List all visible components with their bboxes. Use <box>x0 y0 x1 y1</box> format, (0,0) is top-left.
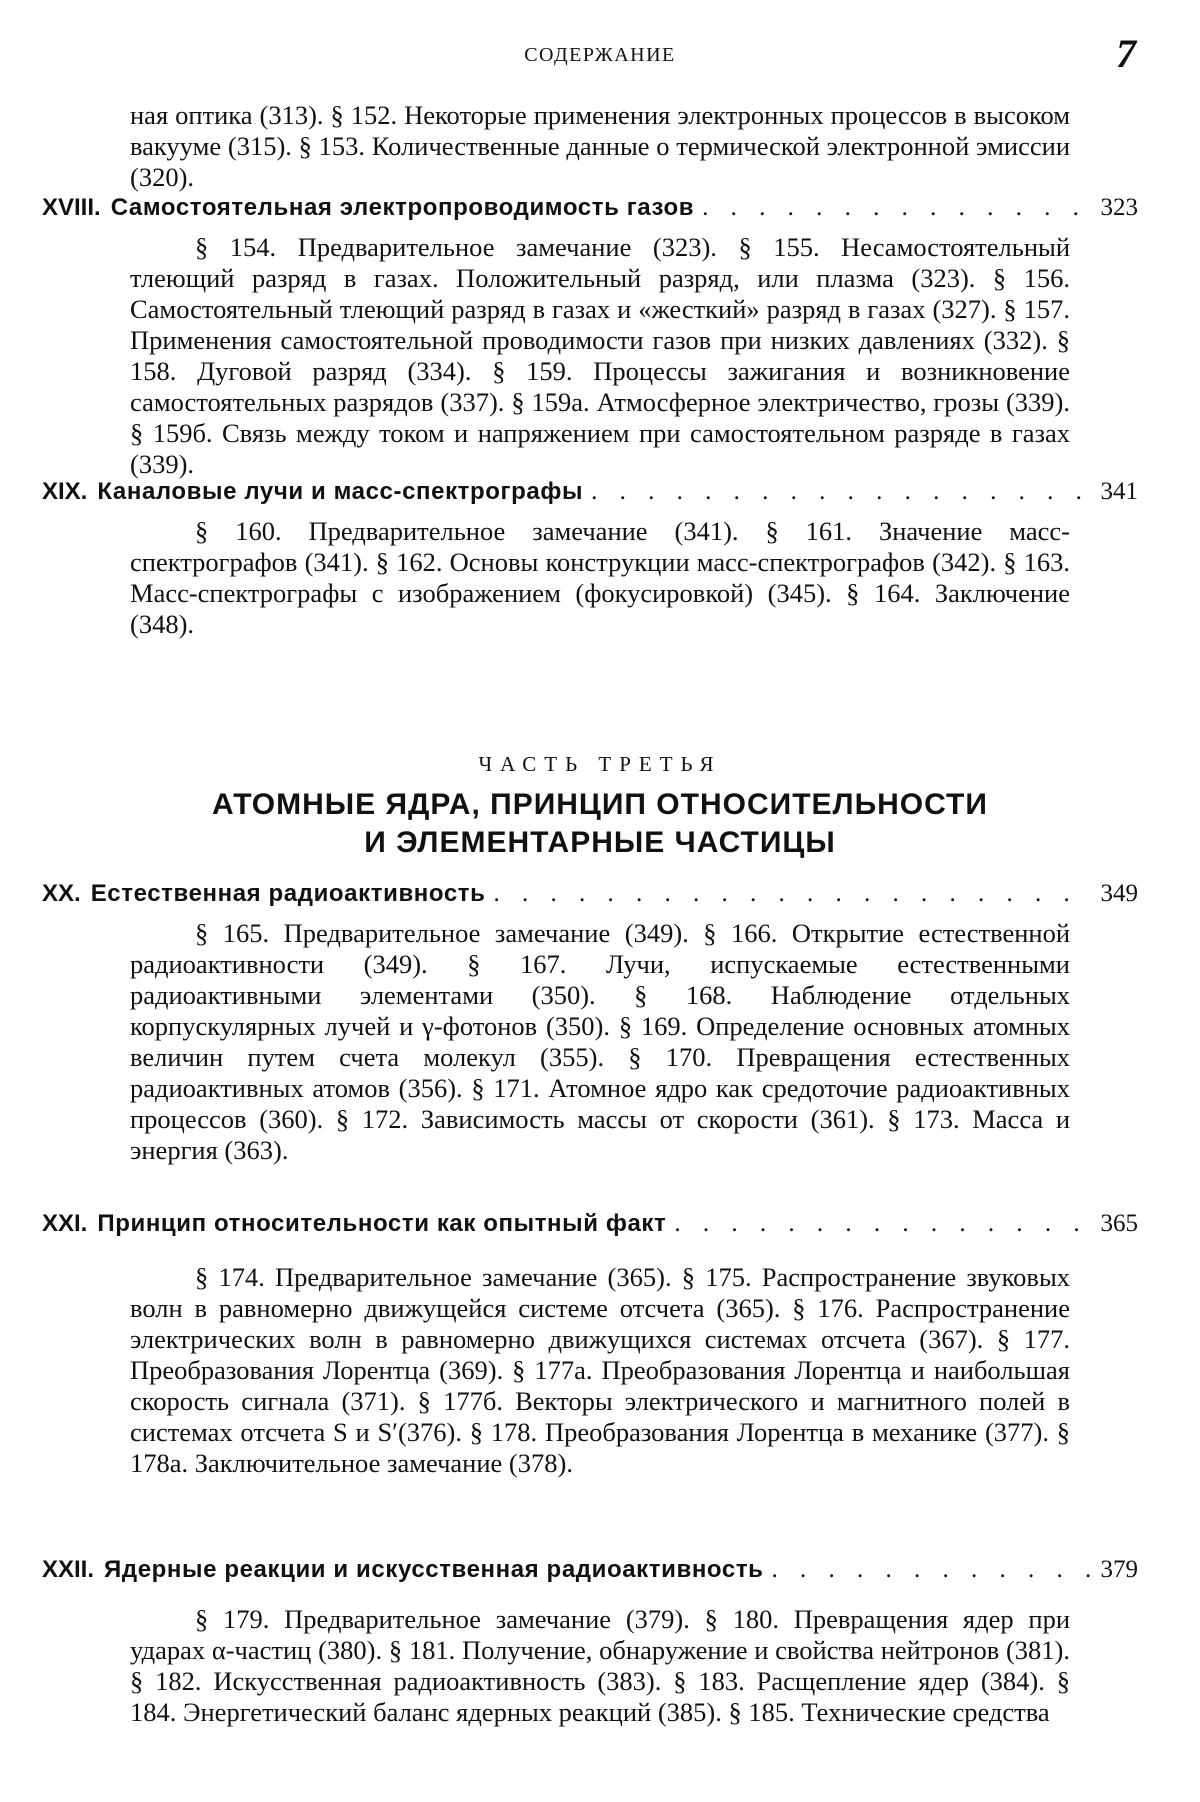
dot-leader <box>591 478 1092 506</box>
dot-leader <box>494 880 1093 908</box>
chapter-number: XXI. <box>42 1210 88 1237</box>
part-title-line-2: И ЭЛЕМЕНТАРНЫЕ ЧАСТИЦЫ <box>364 826 836 859</box>
chapter-sections: § 154. Предварительное замечание (323). § 155. Несамостоятельный тлеющий разряд в газах. Положительный разряд, или плазма (323). § 156. Самостоятельный тлеющий разряд в газах и «жесткий» разряд в газах (327). § 157. Применения самостоятельной проводимости газов при низких давлениях (332). § 158. Дуговой разряд (334). § 159. Процессы зажигания и возникновение самостоятельных разрядов (337). § 159а. Атмосферное электричество, грозы (339). § 159б. Связь между током и напряжением при самостоятельном разряде в газах (339). <box>130 232 1070 479</box>
chapter-title: Каналовые лучи и масс-спектрографы <box>97 478 584 505</box>
chapter-sections: § 160. Предварительное замечание (341). § 161. Значение масс-спектрографов (341). § 162. Основы конструкции масс-спектрографов (342). § 163. Масс-спектрографы с изображением (фокусировкой) (345). § 164. Заключение (348). <box>130 516 1070 639</box>
chapter-number: XIX. <box>42 478 88 505</box>
chapter-heading <box>42 194 1138 222</box>
chapter-sections: § 165. Предварительное замечание (349). § 166. Открытие естественной радиоактивности (349). § 167. Лучи, испускаемые естественными радиоактивными элементами (350). § 168. Наблюдение отдельных корпускулярных лучей и γ-фотонов (350). § 169. Определение основных атомных величин путем счета молекул (355). § 170. Превращения естественных радиоактивных атомов (356). § 171. Атомное ядро как средоточие радиоактивных процессов (360). § 172. Зависимость массы от скорости (361). § 173. Масса и энергия (363). <box>130 918 1070 1165</box>
chapter-sections: § 174. Предварительное замечание (365). § 175. Распространение звуковых волн в равномерно движущейся системе отсчета (365). § 176. Распространение электрических волн в равномерно движущихся системах отсчета (367). § 177. Преобразования Лорентца (369). § 177а. Преобразования Лорентца и наибольшая скорость сигнала (371). § 177б. Векторы электрического и магнитного полей в системах отсчета S и S′(376). § 178. Преобразования Лорентца в механике (377). § 178а. Заключительное замечание (378). <box>130 1262 1070 1478</box>
chapter-title: Принцип относительности как опытный факт <box>97 1210 667 1237</box>
part-label: ЧАСТЬ ТРЕТЬЯ <box>478 752 722 776</box>
chapter-page: 323 <box>1100 194 1138 221</box>
chapter-sections: § 179. Предварительное замечание (379). § 180. Превращения ядер при ударах α-частиц (380). § 181. Получение, обнаружение и свойства нейтронов (381). § 182. Искусственная радиоактивность (383). § 183. Расщепление ядер (384). § 184. Энергетический баланс ядерных реакций (385). § 185. Технические средства <box>130 1604 1070 1727</box>
chapter-heading <box>42 1556 1138 1584</box>
chapter-page: 379 <box>1100 1556 1138 1583</box>
chapter-page: 349 <box>1100 880 1138 907</box>
page-number: 7 <box>1116 31 1136 76</box>
chapter-number: XXII. <box>42 1556 95 1583</box>
chapter-page: 341 <box>1100 478 1138 505</box>
part-title-line-1: АТОМНЫЕ ЯДРА, ПРИНЦИП ОТНОСИТЕЛЬНОСТИ <box>212 788 988 821</box>
chapter-heading <box>42 880 1138 908</box>
chapter-title: Самостоятельная электропроводимость газов <box>110 194 695 221</box>
intro-paragraph: ная оптика (313). § 152. Некоторые применения электронных процессов в высоком вакууме (315). § 153. Количественные данные о термической электронной эмиссии (320). <box>130 100 1070 192</box>
dot-leader <box>772 1556 1093 1584</box>
chapter-title: Естественная радиоактивность <box>90 880 486 907</box>
chapter-page: 365 <box>1100 1210 1138 1237</box>
chapter-number: XX. <box>42 880 81 907</box>
chapter-title: Ядерные реакции и искусственная радиоактивность <box>104 1556 764 1583</box>
dot-leader <box>674 1210 1092 1238</box>
running-head: СОДЕРЖАНИЕ <box>524 44 676 66</box>
dot-leader <box>702 194 1092 222</box>
chapter-number: XVIII. <box>42 194 101 221</box>
chapter-heading <box>42 1210 1138 1238</box>
chapter-heading <box>42 478 1138 506</box>
